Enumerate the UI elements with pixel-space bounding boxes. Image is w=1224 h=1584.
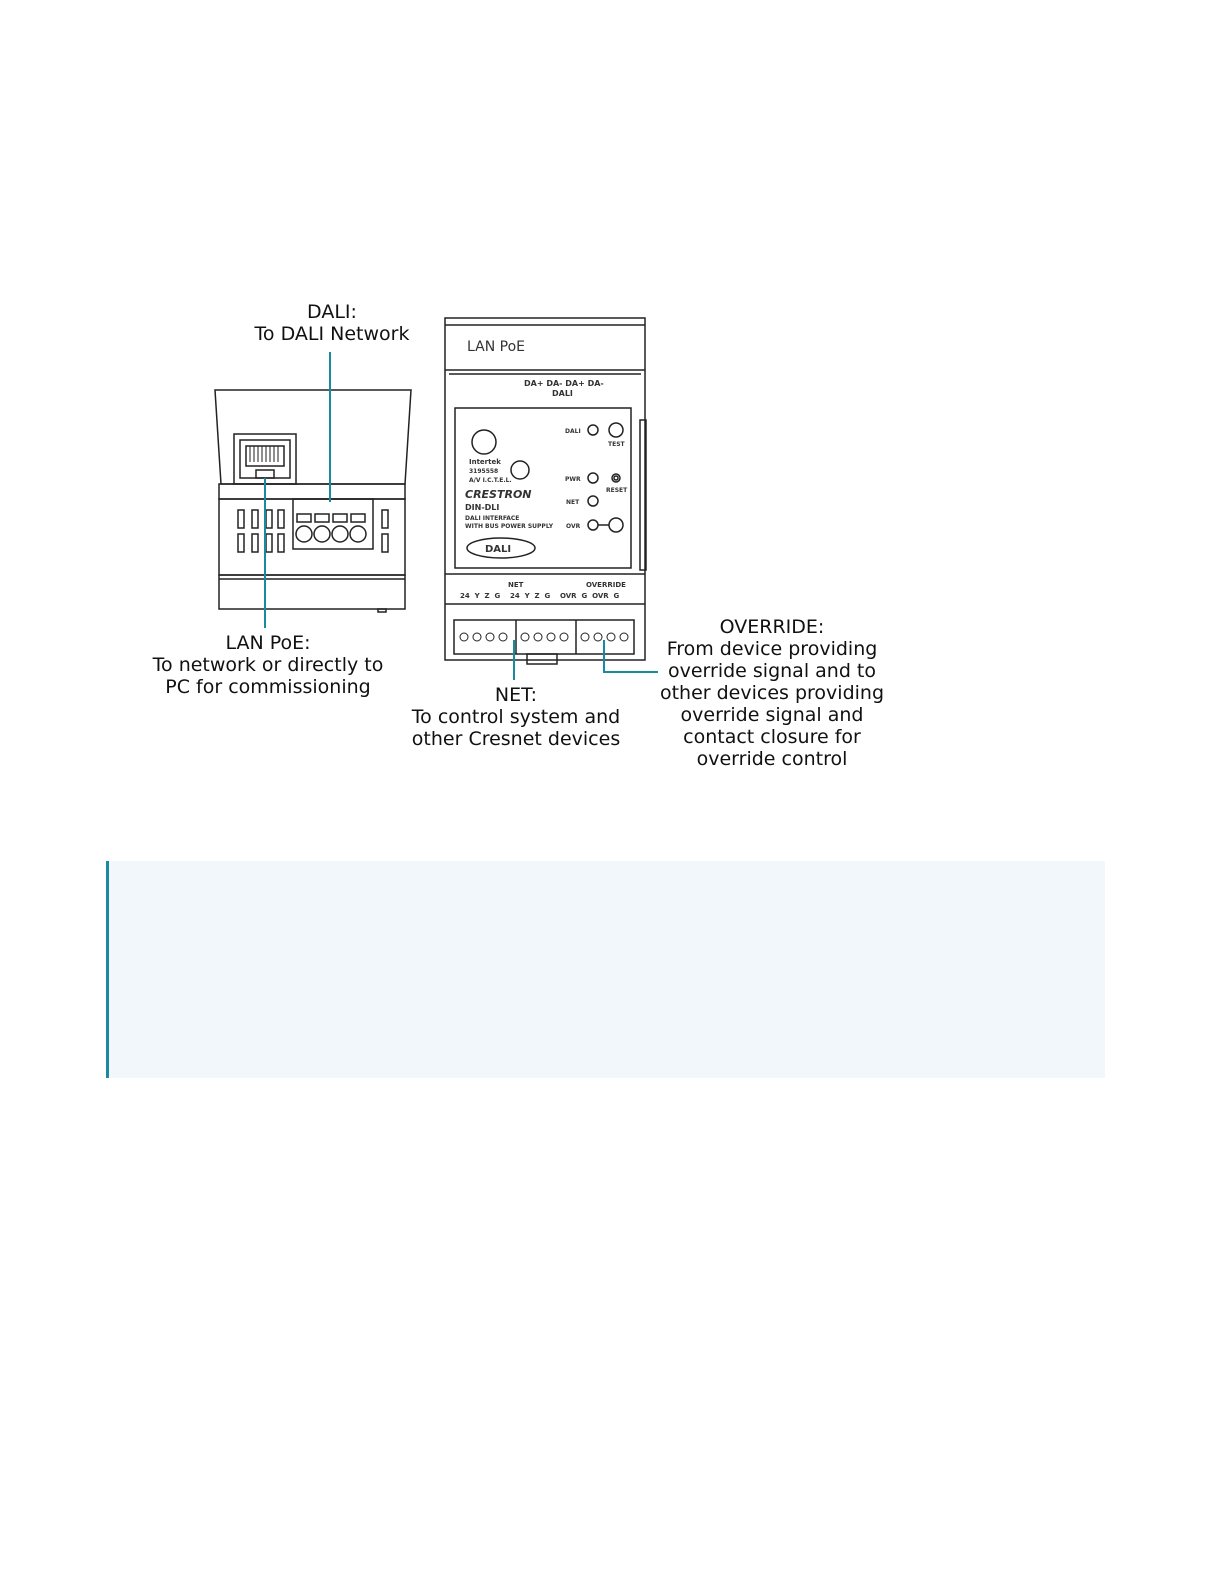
description-line-2: WITH BUS POWER SUPPLY bbox=[465, 523, 554, 530]
brand-label: CRESTRON bbox=[465, 488, 532, 501]
led-ovr-label: OVR bbox=[566, 523, 581, 530]
intertek-label: Intertek bbox=[469, 458, 501, 466]
led-net-label: NET bbox=[566, 499, 580, 506]
dali-callout-title: DALI: bbox=[307, 301, 357, 323]
override-callout-title: OVERRIDE: bbox=[719, 616, 825, 638]
lan-callout-title: LAN PoE: bbox=[225, 632, 311, 654]
led-dali-label: DALI bbox=[565, 428, 581, 435]
lan-callout-body: To network or directly to PC for commissioning bbox=[152, 654, 384, 698]
override-button bbox=[609, 518, 623, 532]
dali-terminal-labels: DA+ DA- DA+ DA- bbox=[524, 379, 604, 388]
reset-button bbox=[612, 474, 620, 482]
led-pwr-label: PWR bbox=[565, 476, 581, 483]
net-callout bbox=[398, 684, 634, 750]
led-net bbox=[588, 496, 598, 506]
note-box bbox=[106, 861, 1105, 1078]
lan-callout bbox=[138, 632, 398, 698]
net-callout-body: To control system and other Cresnet devices bbox=[411, 706, 621, 750]
nfc-icon bbox=[511, 461, 529, 479]
led-dali bbox=[588, 425, 598, 435]
net-callout-title: NET: bbox=[494, 684, 538, 706]
bottom-override-label: OVERRIDE bbox=[586, 581, 626, 589]
led-pwr bbox=[588, 473, 598, 483]
test-button bbox=[609, 423, 623, 437]
override-callout-body: From device providing override signal and to other devices providing override signal and contact closure for override control bbox=[659, 638, 885, 770]
device-top-label: LAN PoE bbox=[467, 339, 525, 355]
model-label: DIN-DLI bbox=[465, 503, 500, 512]
device-side-view bbox=[215, 390, 411, 612]
dali-logo-text: DALI bbox=[485, 544, 512, 555]
dali-group-label: DALI bbox=[552, 389, 573, 398]
rj45-jack bbox=[234, 434, 296, 484]
bottom-terminal-labels: 24 Y Z G 24 Y Z G OVR G OVR G bbox=[460, 592, 620, 600]
test-button-label: TEST bbox=[608, 441, 625, 448]
override-callout bbox=[650, 616, 894, 770]
bottom-net-label: NET bbox=[508, 581, 524, 589]
led-ovr bbox=[588, 520, 598, 530]
av-ictel-label: A/V I.C.T.E.L. bbox=[469, 477, 512, 484]
reset-button-label: RESET bbox=[606, 487, 628, 494]
dali-callout-body: To DALI Network bbox=[254, 323, 410, 345]
dali-callout bbox=[232, 301, 432, 345]
description-line-1: DALI INTERFACE bbox=[465, 515, 520, 522]
intertek-number: 3195558 bbox=[469, 468, 499, 475]
etl-mark-icon bbox=[472, 430, 496, 454]
